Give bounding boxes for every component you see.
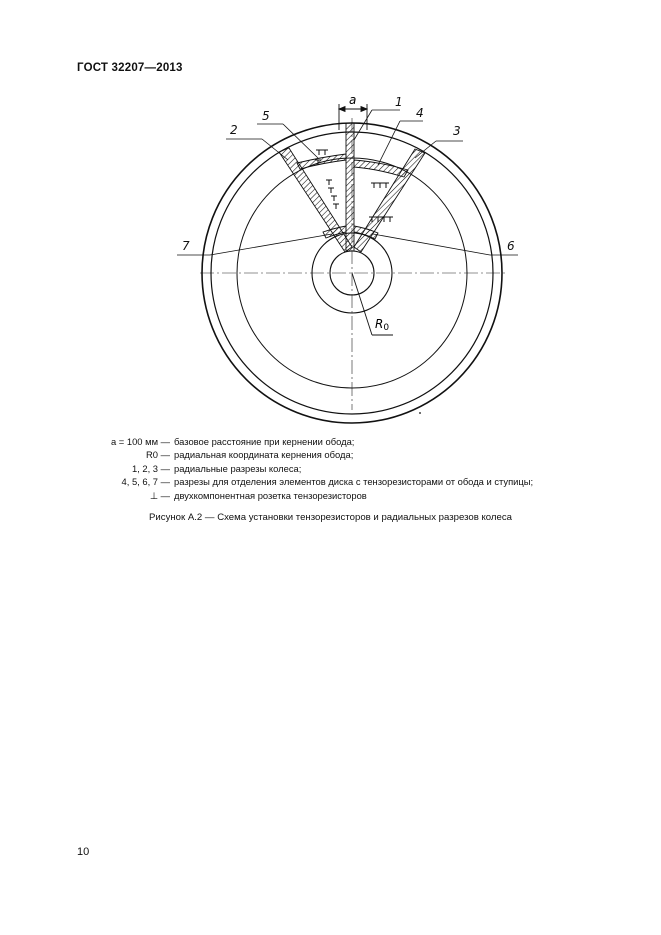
- legend-desc: радиальная координата кернения обода;: [174, 449, 354, 461]
- legend-row: [0, 448, 661, 461]
- dimension-a-label: a: [349, 93, 357, 107]
- callout-6: 6: [507, 239, 515, 253]
- figure-legend: [0, 435, 661, 502]
- radius-r0-label: R0: [375, 317, 390, 333]
- document-header: ГОСТ 32207—2013: [77, 62, 183, 74]
- radial-cut-1: [346, 123, 354, 251]
- legend-term: 1, 2, 3 —: [131, 462, 170, 474]
- legend-desc: радиальные разрезы колеса;: [174, 462, 302, 474]
- legend-desc: разрезы для отделения элементов диска с тензорезисторами от обода и ступицы;: [174, 476, 534, 488]
- callout-7: 7: [182, 239, 190, 253]
- legend-desc: двухкомпонентная розетка тензорезисторов: [174, 489, 367, 501]
- legend-row: [0, 489, 661, 502]
- cut-4: [354, 160, 408, 177]
- figure-caption: Рисунок А.2 — Схема установки тензорезисторов и радиальных разрезов колеса: [149, 512, 512, 523]
- legend-term: R0 —: [146, 449, 170, 461]
- callout-4: 4: [416, 106, 424, 120]
- legend-term: a = 100 мм —: [110, 436, 170, 447]
- callout-3: 3: [453, 124, 461, 138]
- cut-5: [297, 154, 346, 169]
- legend-term: ⊥ —: [149, 489, 170, 501]
- wheel-diagram: [0, 0, 661, 430]
- callout-5: 5: [262, 109, 270, 123]
- callout-1: 1: [395, 95, 403, 109]
- legend-desc: базовое расстояние при кернении обода;: [174, 436, 355, 447]
- callout-2: 2: [230, 123, 238, 137]
- legend-row: [0, 462, 661, 475]
- legend-row: [0, 475, 661, 488]
- page-number: 10: [77, 846, 90, 858]
- legend-term: 4, 5, 6, 7 —: [121, 476, 170, 488]
- legend-row: [0, 435, 661, 448]
